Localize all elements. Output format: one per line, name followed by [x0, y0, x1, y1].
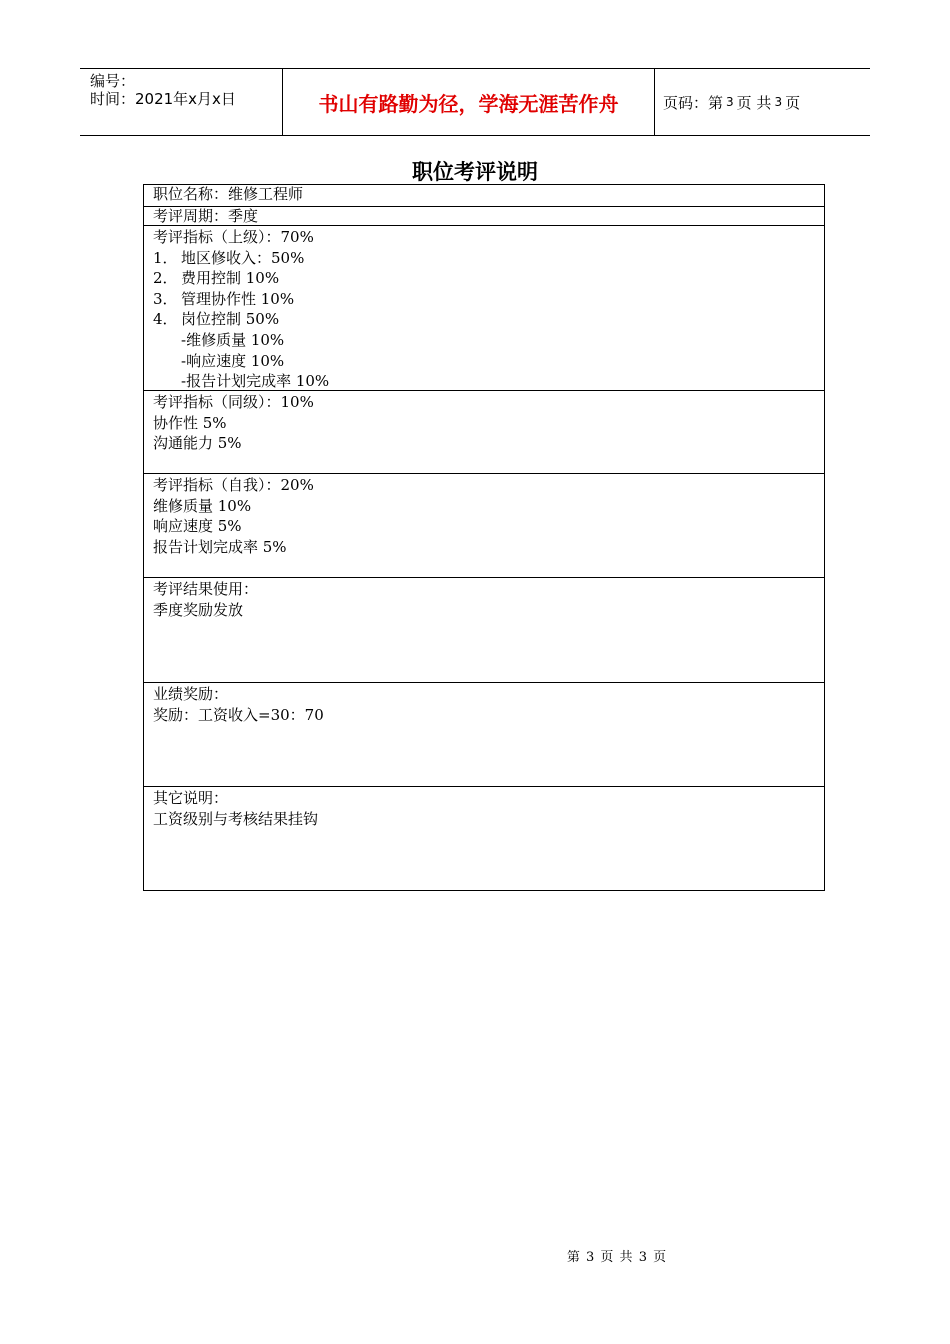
- sub-list-item: -维修质量 10%: [181, 330, 285, 349]
- self-heading: 考评指标（自我）：20%: [153, 476, 314, 494]
- bonus-section: [144, 682, 824, 786]
- list-item: 奖励：工资收入=30：70: [153, 705, 324, 724]
- self-section: [144, 473, 824, 577]
- header-page-info: [655, 69, 870, 135]
- period-row: [144, 206, 824, 225]
- result-use-section: [144, 577, 824, 682]
- page-current: 3: [726, 95, 734, 109]
- peer-heading: 考评指标（同级）：10%: [153, 393, 314, 411]
- list-item: 报告计划完成率 5%: [153, 537, 287, 556]
- serial-label: 编号：: [90, 72, 136, 90]
- list-item: 2． 费用控制 10%: [153, 269, 280, 288]
- date-label: 时间：2021年x月x日: [90, 90, 236, 108]
- evaluation-period: 考评周期：季度: [153, 207, 259, 225]
- position-row: [144, 185, 824, 206]
- position-name: 职位名称：维修工程师: [153, 185, 304, 203]
- sub-list-item: -响应速度 10%: [181, 351, 285, 370]
- page-prefix: 页码：第: [663, 93, 724, 112]
- page-total: 3: [774, 95, 783, 109]
- page-header: [80, 68, 870, 136]
- list-item: 3． 管理协作性 10%: [153, 289, 295, 308]
- page-suffix: 页: [785, 93, 801, 112]
- header-meta: [80, 69, 282, 135]
- list-item: 4． 岗位控制 50%: [153, 310, 280, 329]
- superior-section: [144, 225, 824, 390]
- peer-section: [144, 390, 824, 473]
- list-item: 响应速度 5%: [153, 517, 242, 536]
- document-title: 职位考评说明: [412, 160, 538, 184]
- list-item: 维修质量 10%: [153, 496, 252, 515]
- page-footer: 第 3 页 共 3 页: [566, 1250, 668, 1265]
- list-item: 1． 地区修收入：50%: [153, 248, 305, 267]
- list-item: 工资级别与考核结果挂钩: [153, 809, 319, 828]
- other-section: [144, 786, 824, 890]
- header-motto: 书山有路勤为径，学海无涯苦作舟: [282, 69, 655, 135]
- bonus-heading: 业绩奖励：: [153, 685, 229, 703]
- list-item: 协作性 5%: [153, 413, 227, 432]
- sub-list-item: -报告计划完成率 10%: [181, 372, 330, 391]
- result-use-heading: 考评结果使用：: [153, 580, 259, 598]
- superior-heading: 考评指标（上级）：70%: [153, 228, 314, 246]
- list-item: 沟通能力 5%: [153, 434, 242, 453]
- other-heading: 其它说明：: [153, 789, 229, 807]
- evaluation-form: [143, 184, 825, 891]
- list-item: 季度奖励发放: [153, 600, 244, 619]
- page-mid: 页 共: [736, 93, 772, 112]
